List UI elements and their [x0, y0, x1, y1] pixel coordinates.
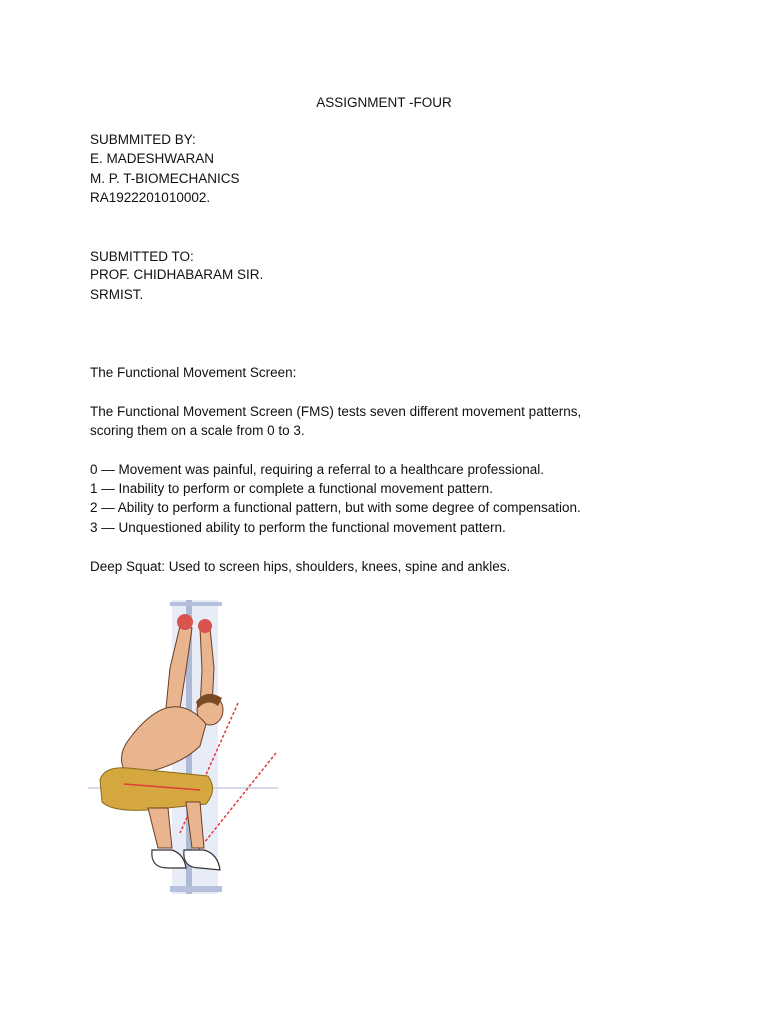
score-item-3: 3 — Unquestioned ability to perform the functional movement pattern.	[90, 520, 506, 535]
section-heading: The Functional Movement Screen:	[90, 365, 297, 380]
submitted-by-heading: SUBMMITED BY:	[90, 132, 196, 147]
right-hand-weight	[198, 619, 212, 633]
document-title: ASSIGNMENT -FOUR	[316, 95, 452, 110]
left-shin	[148, 808, 172, 848]
deep-squat-illustration	[88, 598, 288, 898]
pole-base	[170, 886, 222, 892]
student-program: M. P. T-BIOMECHANICS	[90, 171, 240, 186]
score-item-0: 0 — Movement was painful, requiring a referral to a healthcare professional.	[90, 462, 544, 477]
pole-top-cap	[170, 602, 222, 606]
student-name: E. MADESHWARAN	[90, 151, 215, 166]
deep-squat-description: Deep Squat: Used to screen hips, shoulders, knees, spine and ankles.	[90, 559, 511, 574]
student-reg-no: RA1922201010002.	[90, 190, 211, 205]
left-hand-weight	[177, 614, 193, 630]
intro-line-1: The Functional Movement Screen (FMS) tests seven different movement patterns,	[90, 404, 582, 419]
professor-name: PROF. CHIDHABARAM SIR.	[90, 267, 264, 282]
submitted-to-heading: SUBMITTED TO:	[90, 249, 194, 264]
score-item-1: 1 — Inability to perform or complete a functional movement pattern.	[90, 481, 493, 496]
score-item-2: 2 — Ability to perform a functional pattern, but with some degree of compensation.	[90, 500, 581, 515]
institution-name: SRMIST.	[90, 287, 144, 302]
intro-line-2: scoring them on a scale from 0 to 3.	[90, 423, 305, 438]
